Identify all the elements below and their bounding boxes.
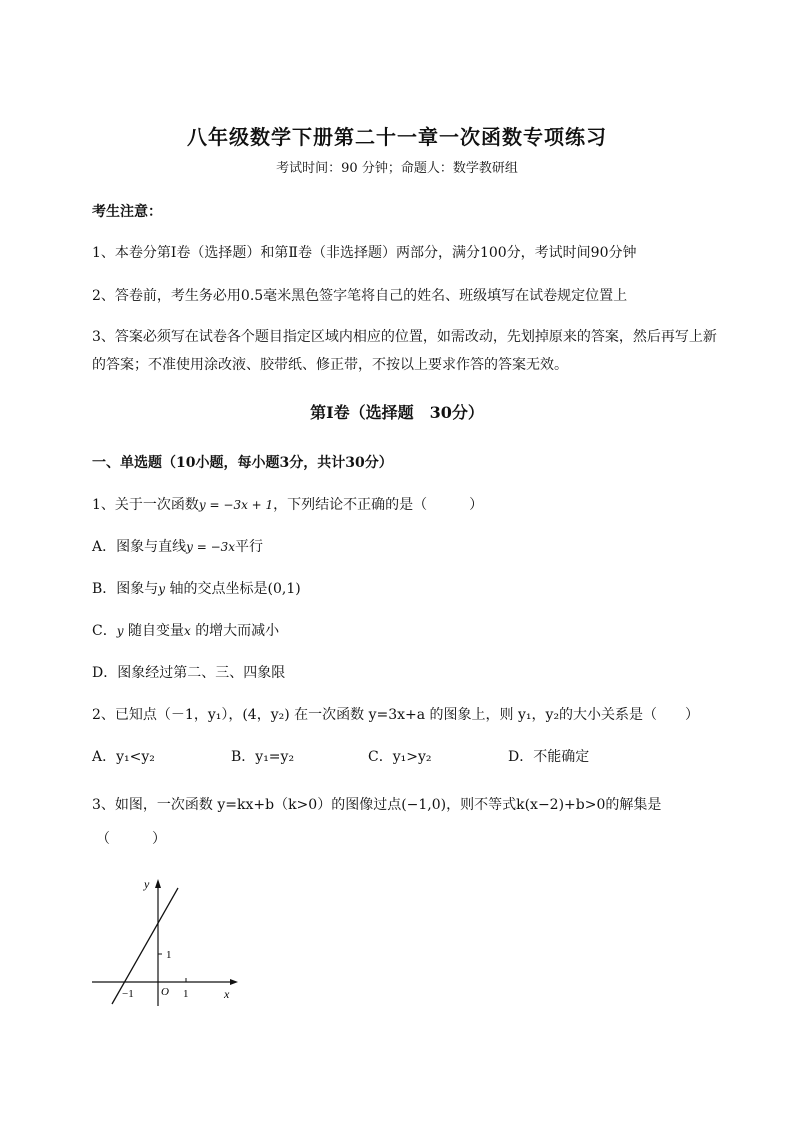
page-title: 八年级数学下册第二十一章一次函数专项练习 [187,125,607,149]
question-3-stem: 3、如图，一次函数 y=kx+b（k>0）的图像过点(−1,0)，则不等式k(x−2)+b>0的解集是 [92,797,662,813]
exam-info: 考试时间：90 分钟；命题人：数学教研组 [276,161,518,176]
option-formula: y [158,582,166,596]
option-formula: y [116,624,124,638]
option-label: D．图象经过第二、三、四象限 [92,665,286,681]
tick-label-x1: 1 [183,988,189,1000]
question-2-option-d[interactable]: D．不能确定 [508,749,590,765]
notice-heading: 考生注意： [92,204,162,220]
question-3-graph [88,868,248,1010]
question-1-option-b[interactable] [92,578,301,598]
notice-item: 2、答卷前，考生务必用0.5毫米黑色签字笔将自己的姓名、班级填写在试卷规定位置上 [92,288,628,304]
option-label: A．图象与直线 [92,539,187,555]
x-axis-label: x [224,987,230,1001]
option-label: 轴的交点坐标是(0,1) [169,581,301,597]
section-title: 第Ⅰ卷（选择题 30分） [310,403,484,422]
question-2-option-c[interactable]: C．y₁>y₂ [368,749,432,765]
question-1-formula: y = −3x + 1 [198,498,274,512]
notice-item: 3、答案必须写在试卷各个题目指定区域内相应的位置，如需改动，先划掉原来的答案，然后再写上新 [92,329,717,345]
tick-label-y1: 1 [166,949,172,961]
option-label: 的增大而减小 [195,623,280,639]
option-label: C． [92,623,117,639]
option-label: 随自变量 [127,623,184,639]
y-axis-arrow [155,879,161,888]
question-2-stem: 2、已知点（－1，y₁），(4，y₂) 在一次函数 y=3x+a 的图象上，则 y₁，y₂的大小关系是（ ） [92,707,700,723]
option-label: 平行 [235,539,264,555]
notice-item: 的答案；不准使用涂改液、胶带纸、修正带，不按以上要求作答的答案无效。 [92,357,568,373]
x-axis-arrow [230,979,238,985]
origin-label: O [161,986,169,998]
question-1-stem [92,494,483,514]
notice-item: 1、本卷分第Ⅰ卷（选择题）和第Ⅱ卷（非选择题）两部分，满分100分，考试时间90分钟 [92,245,637,261]
question-1-option-c[interactable] [92,620,279,640]
question-2-option-b[interactable]: B．y₁=y₂ [231,749,295,765]
y-axis-label: y [144,877,150,891]
question-1-option-d[interactable] [92,662,285,682]
question-3-blank: （ ） [96,831,166,847]
part-heading: 一、单选题（10小题，每小题3分，共计30分） [92,455,393,471]
question-2-option-a[interactable]: A．y₁<y₂ [92,749,155,765]
question-1-text: ，下列结论不正确的是（ ） [273,497,484,513]
option-label: B．图象与 [92,581,159,597]
option-formula: y = −3x [186,540,236,554]
question-1-text: 1、关于一次函数 [92,497,199,513]
question-1-option-a[interactable] [92,536,263,556]
tick-label-neg1: −1 [122,988,134,1000]
option-formula: x [183,624,191,638]
